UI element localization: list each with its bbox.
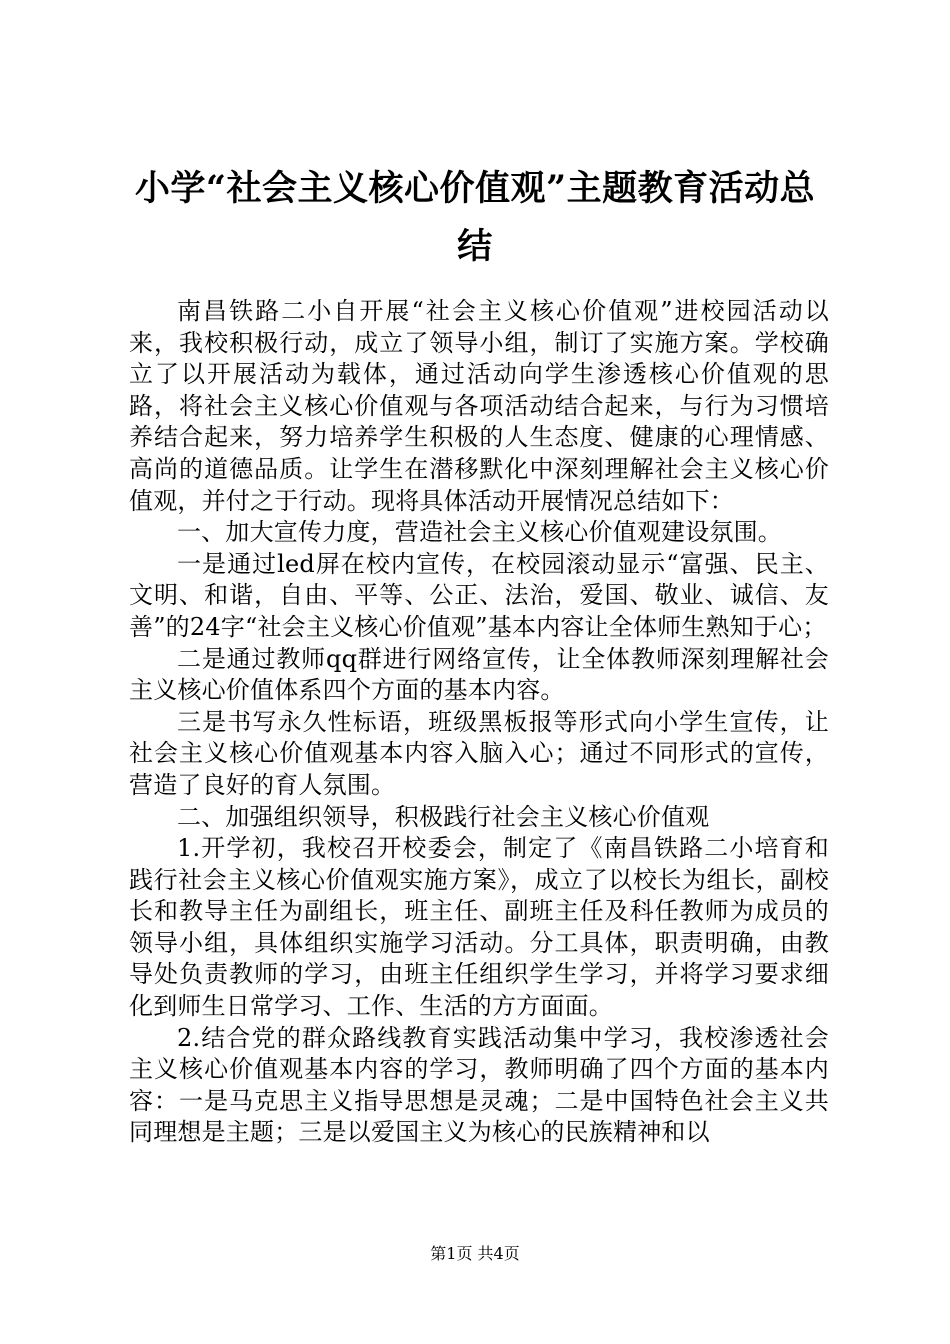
paragraph-item-1: 一是通过led屏在校内宣传，在校园滚动显示“富强、民主、文明、和谐，自由、平等、公正、法治，爱国、敬业、诚信、友善”的24字“社会主义核心价值观”基本内容让全体师生熟知于心； [129,549,829,641]
paragraph-point-1: 1.开学初，我校召开校委会，制定了《南昌铁路二小培育和践行社会主义核心价值观实施方案》，成立了以校长为组长，副校长和教导主任为副组长，班主任、副班主任及科任教师为成员的领导小组，具体组织实施学习活动。分工具体，职责明确，由教导处负责教师的学习，由班主任组织学生学习，并将学习要求细化到师生日常学习、工作、生活的方方面面。 [129,834,829,1021]
page-footer: 第1页 共4页 [430,1244,520,1263]
paragraph-item-2: 二是通过教师qq群进行网络宣传，让全体教师深刻理解社会主义核心价值体系四个方面的基本内容。 [129,644,829,705]
paragraph-section-2-heading: 二、加强组织领导，积极践行社会主义核心价值观 [177,802,710,831]
paragraph-section-1-heading: 一、加大宣传力度，营造社会主义核心价值观建设氛围。 [177,518,782,547]
paragraph-intro: 南昌铁路二小自开展“社会主义核心价值观”进校园活动以来，我校积极行动，成立了领导小组，制订了实施方案。学校确立了以开展活动为载体，通过活动向学生渗透核心价值观的思路，将社会主义核心价值观与各项活动结合起来，与行为习惯培养结合起来，努力培养学生积极的人生态度、健康的心理情感、高尚的道德品质。让学生在潜移默化中深刻理解社会主义核心价值观，并付之于行动。现将具体活动开展情况总结如下： [129,297,829,515]
document-title: 小学“社会主义核心价值观”主题教育活动总结 [134,168,816,267]
paragraph-item-3: 三是书写永久性标语，班级黑板报等形式向小学生宣传，让社会主义核心价值观基本内容入脑入心；通过不同形式的宣传，营造了良好的育人氛围。 [129,707,829,799]
paragraph-point-2: 2.结合党的群众路线教育实践活动集中学习，我校渗透社会主义核心价值观基本内容的学习，教师明确了四个方面的基本内容：一是马克思主义指导思想是灵魂；二是中国特色社会主义共同理想是主题；三是以爱国主义为核心的民族精神和以 [129,1023,829,1147]
document-body [129,296,829,1149]
